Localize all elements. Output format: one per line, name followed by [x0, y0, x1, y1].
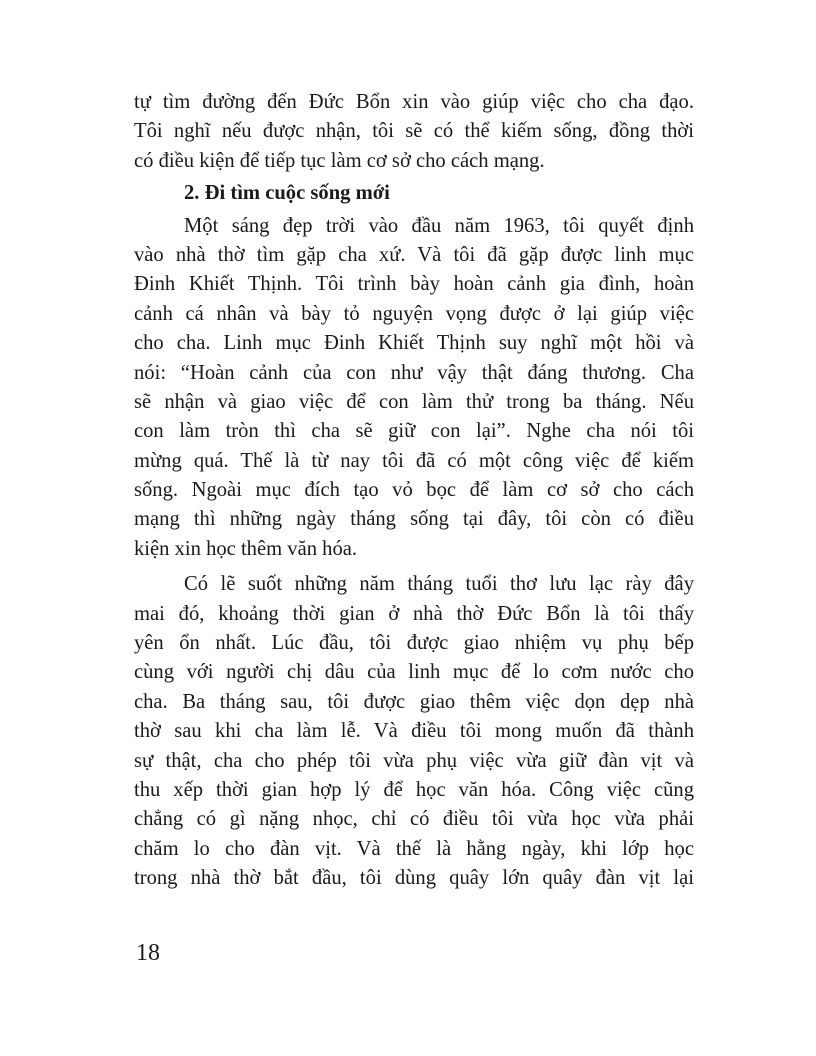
- text-line: nói: “Hoàn cảnh của con như vậy thật đáng thương. Cha: [134, 361, 694, 384]
- text-line: chẳng có gì nặng nhọc, chỉ có điều tôi vừa học vừa phải: [134, 808, 694, 831]
- text-line: chăm lo cho đàn vịt. Và thế là hằng ngày, khi lớp học: [134, 837, 694, 860]
- text-line: thu xếp thời gian hợp lý để học văn hóa. Công việc cũng: [134, 778, 694, 801]
- text-line: cảnh cá nhân và bày tỏ nguyện vọng được ở lại giúp việc: [134, 302, 694, 325]
- text-line: con làm tròn thì cha sẽ giữ con lại”. Nghe cha nói tôi: [134, 420, 694, 443]
- text-line: vào nhà thờ tìm gặp cha xứ. Và tôi đã gặp được linh mục: [134, 243, 694, 266]
- text-line: yên ổn nhất. Lúc đầu, tôi được giao nhiệm vụ phụ bếp: [134, 632, 694, 655]
- text-line: kiện xin học thêm văn hóa.: [134, 537, 358, 560]
- text-line: trong nhà thờ bắt đầu, tôi dùng quây lớn quây đàn vịt lại: [134, 867, 694, 890]
- text-line: cho cha. Linh mục Đinh Khiết Thịnh suy nghĩ một hồi và: [134, 332, 694, 355]
- intro-paragraph: [134, 88, 694, 176]
- text-line: tự tìm đường đến Đức Bổn xin vào giúp việc cho cha đạo.: [134, 91, 694, 113]
- text-line: cùng với người chị dâu của linh mục để lo cơm nước cho: [134, 661, 694, 684]
- paragraph-1: [134, 212, 694, 565]
- paragraph-2: [134, 570, 694, 893]
- page-body: [134, 88, 694, 894]
- text-line: Có lẽ suốt những năm tháng tuổi thơ lưu lạc rày đây: [184, 573, 694, 596]
- page-number: 18: [136, 940, 160, 966]
- text-line: sự thật, cha cho phép tôi vừa phụ việc vừa giữ đàn vịt và: [134, 749, 694, 772]
- text-line: sẽ nhận và giao việc để con làm thử trong ba tháng. Nếu: [134, 390, 694, 413]
- text-line: Một sáng đẹp trời vào đầu năm 1963, tôi quyết định: [184, 214, 694, 237]
- text-line: cha. Ba tháng sau, tôi được giao thêm việc dọn dẹp nhà: [134, 690, 694, 713]
- text-line: mừng quá. Thế là từ nay tôi đã có một công việc để kiếm: [134, 449, 694, 472]
- text-line: thờ sau khi cha làm lễ. Và điều tôi mong muốn đã thành: [134, 720, 694, 743]
- text-line: mai đó, khoảng thời gian ở nhà thờ Đức Bổn là tôi thấy: [134, 602, 694, 625]
- text-line: có điều kiện để tiếp tục làm cơ sở cho cách mạng.: [134, 149, 545, 172]
- text-line: Tôi nghĩ nếu được nhận, tôi sẽ có thể kiếm sống, đồng thời: [134, 120, 694, 143]
- section-heading: 2. Đi tìm cuộc sống mới: [184, 182, 390, 205]
- text-line: sống. Ngoài mục đích tạo vỏ bọc để làm cơ sở cho cách: [134, 479, 694, 502]
- text-line: Đinh Khiết Thịnh. Tôi trình bày hoàn cảnh gia đình, hoàn: [134, 273, 694, 296]
- text-line: mạng thì những ngày tháng sống tại đây, tôi còn có điều: [134, 508, 694, 531]
